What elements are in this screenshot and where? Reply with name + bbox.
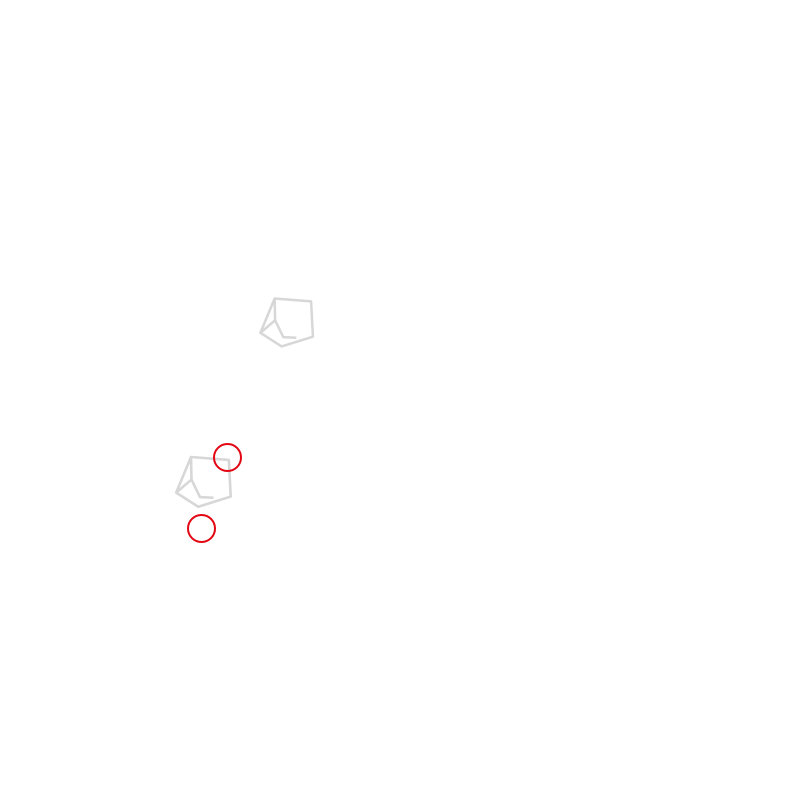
side-b-badge <box>187 514 216 543</box>
side-a-badge <box>213 443 242 472</box>
